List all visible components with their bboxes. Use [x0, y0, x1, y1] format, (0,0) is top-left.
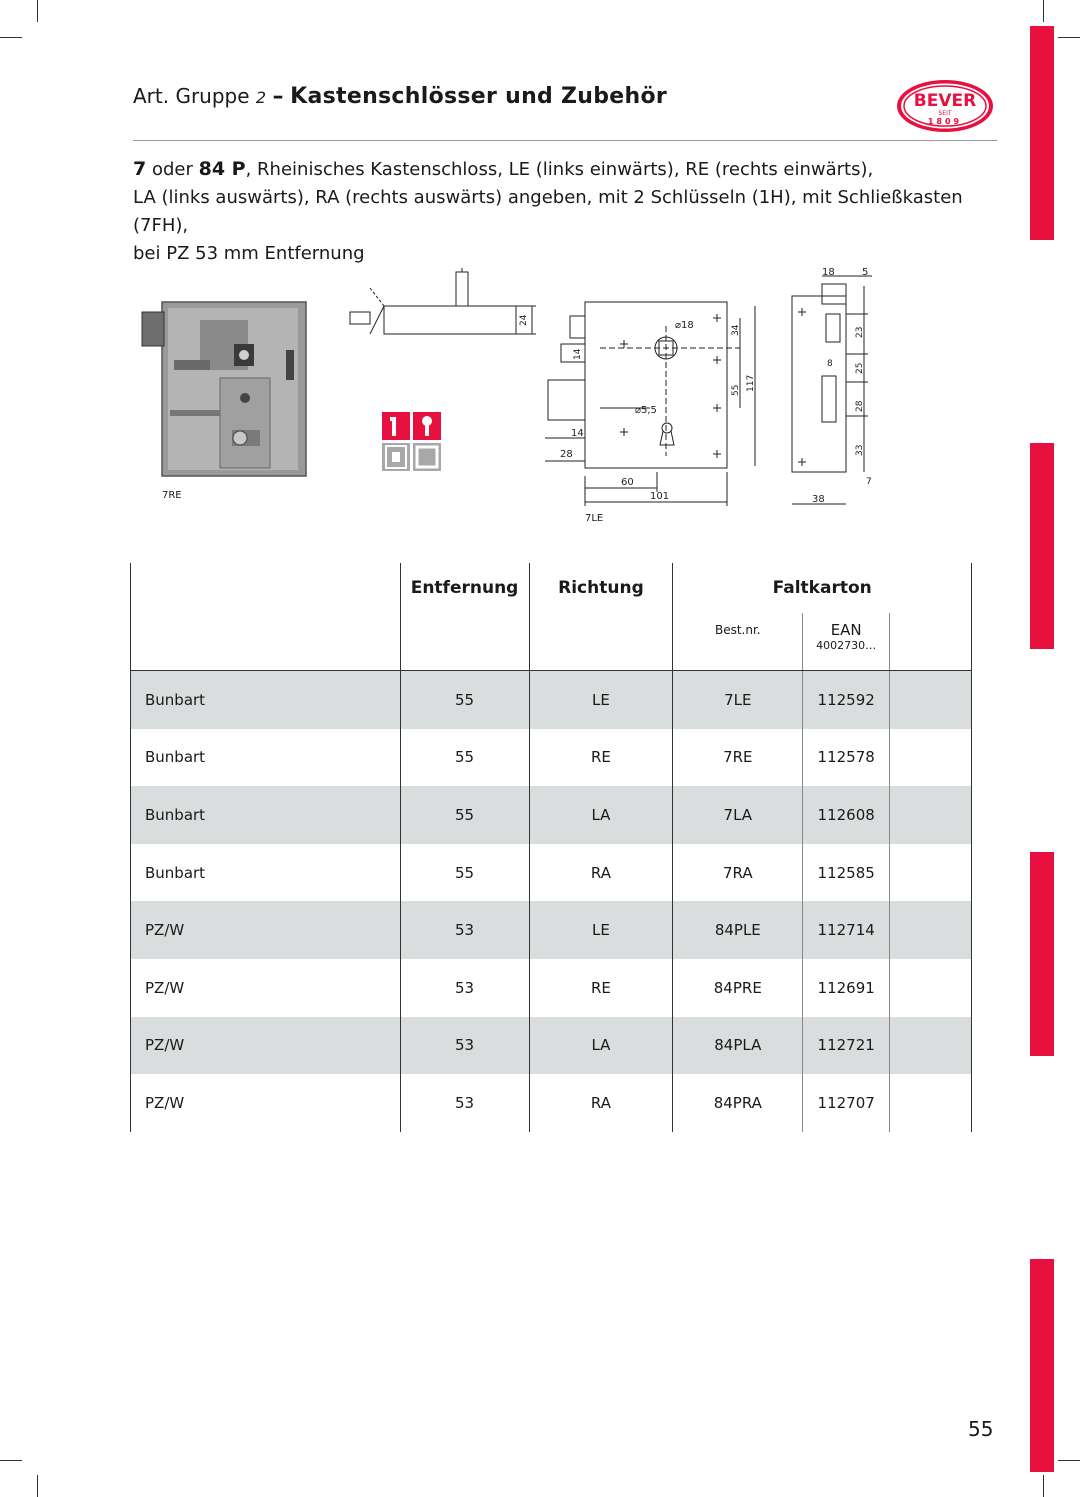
cell-ean: 112714 [803, 901, 890, 959]
table-row [131, 1017, 972, 1075]
table-row [131, 844, 972, 902]
cell-bestnr: 84PRA [673, 1074, 803, 1132]
table-row [131, 1074, 972, 1132]
application-icons [382, 412, 442, 472]
cell-artikel: PZ/W [131, 959, 401, 1017]
dim-117: 117 [746, 374, 756, 392]
cell-entfernung: 55 [400, 671, 529, 729]
cell-empty [890, 786, 972, 844]
description-line-2: LA (links auswärts), RA (rechts auswärts) angeben, mit 2 Schlüsseln (1H), mit Schließkasten (7FH), [133, 187, 963, 236]
cell-ean: 112592 [803, 671, 890, 729]
word-oder: oder [151, 159, 193, 180]
cell-bestnr: 7LA [673, 786, 803, 844]
description-line-1-rest: , Rheinisches Kastenschloss, LE (links einwärts), RE (rechts einwärts), [245, 159, 874, 180]
dim-55: 55 [731, 384, 741, 396]
strike-dim-23: 23 [855, 326, 865, 338]
cell-empty [890, 1074, 972, 1132]
drawing-caption: 7LE [585, 513, 604, 524]
section-header [133, 84, 667, 109]
cell-artikel: Bunbart [131, 671, 401, 729]
cell-richtung: LE [529, 901, 673, 959]
table-header-row [131, 563, 972, 613]
header-richtung: Richtung [529, 563, 673, 613]
cell-bestnr: 84PLE [673, 901, 803, 959]
table-row [131, 671, 972, 729]
strike-dim-25: 25 [855, 362, 865, 374]
product-description [133, 155, 1003, 268]
table-row [131, 959, 972, 1017]
table-row [131, 901, 972, 959]
cell-ean: 112707 [803, 1074, 890, 1132]
photo-caption: 7RE [162, 490, 182, 501]
cell-artikel: Bunbart [131, 786, 401, 844]
header-faltkarton: Faltkarton [673, 563, 972, 613]
dim-34: 34 [731, 324, 741, 336]
cell-empty [890, 959, 972, 1017]
logo-seit: SEIT [938, 110, 952, 117]
cell-entfernung: 55 [400, 729, 529, 787]
logo-brand: BEVER [913, 91, 977, 111]
cell-artikel: PZ/W [131, 1017, 401, 1075]
cell-richtung: LA [529, 1017, 673, 1075]
header-rule [133, 140, 997, 141]
cell-richtung: RE [529, 729, 673, 787]
register-tab [1030, 1259, 1054, 1472]
strike-dim-33: 33 [855, 444, 865, 456]
strike-dim-18: 18 [822, 267, 835, 278]
header-entfernung: Entfernung [400, 563, 529, 613]
dash: – [272, 84, 284, 109]
cell-richtung: LA [529, 786, 673, 844]
cell-entfernung: 55 [400, 786, 529, 844]
cell-richtung: LE [529, 671, 673, 729]
crop-mark-top-left-h [0, 37, 22, 38]
cell-richtung: RA [529, 1074, 673, 1132]
strike-dim-7: 7 [866, 477, 872, 487]
cell-entfernung: 53 [400, 959, 529, 1017]
cell-bestnr: 7RA [673, 844, 803, 902]
cell-ean: 112721 [803, 1017, 890, 1075]
dim-14-top: 14 [573, 348, 583, 360]
front-view-drawing [540, 296, 770, 516]
register-tab [1030, 26, 1054, 240]
cell-bestnr: 7LE [673, 671, 803, 729]
cell-bestnr: 84PRE [673, 959, 803, 1017]
crop-mark-top-right-h [1058, 37, 1080, 38]
cell-empty [890, 901, 972, 959]
dim-60: 60 [621, 477, 634, 488]
crop-mark-bottom-right-v [1043, 1475, 1044, 1497]
bever-logo [895, 78, 995, 135]
register-tab [1030, 443, 1054, 649]
group-prefix: Art. Gruppe [133, 84, 250, 108]
cell-artikel: PZ/W [131, 901, 401, 959]
cell-bestnr: 84PLA [673, 1017, 803, 1075]
icon-glyphs [382, 412, 442, 472]
dim-side-height: 24 [519, 314, 529, 326]
cell-artikel: Bunbart [131, 844, 401, 902]
cell-ean: 112608 [803, 786, 890, 844]
table-row [131, 729, 972, 787]
cell-richtung: RE [529, 959, 673, 1017]
subheader-bestnr: Best.nr. [714, 623, 761, 637]
subheader-ean: EAN [830, 621, 862, 639]
side-view-drawing [340, 268, 545, 340]
cell-entfernung: 53 [400, 1074, 529, 1132]
logo-year: 1809 [927, 117, 963, 126]
dim-101: 101 [650, 491, 670, 502]
strike-plate-drawing [782, 266, 882, 514]
model-7: 7 [133, 158, 147, 180]
dim-keyhole-diameter: ⌀18 [675, 320, 694, 331]
cell-ean: 112585 [803, 844, 890, 902]
dim-28-left: 28 [560, 449, 573, 460]
crop-mark-top-left-v [37, 0, 38, 22]
cell-richtung: RA [529, 844, 673, 902]
cell-empty [890, 844, 972, 902]
crop-mark-top-right-v [1043, 0, 1044, 22]
table-subheader-row [131, 613, 972, 671]
cell-entfernung: 55 [400, 844, 529, 902]
cell-ean: 112578 [803, 729, 890, 787]
dim-14-bottom: 14 [571, 428, 584, 439]
lock-photo [140, 300, 308, 478]
cell-artikel: PZ/W [131, 1074, 401, 1132]
description-line-1 [133, 155, 1003, 184]
strike-dim-5: 5 [862, 267, 869, 278]
register-tab [1030, 852, 1054, 1056]
cell-artikel: Bunbart [131, 729, 401, 787]
page-number: 55 [968, 1417, 994, 1441]
subheader-ean-prefix: 4002730… [816, 639, 877, 652]
cell-bestnr: 7RE [673, 729, 803, 787]
strike-dim-8: 8 [827, 359, 833, 369]
description-line-3: bei PZ 53 mm Entfernung [133, 243, 365, 264]
group-number: 2 [255, 88, 267, 107]
dim-screw-diameter: ⌀5,5 [635, 405, 657, 416]
cell-empty [890, 1017, 972, 1075]
model-84p: 84 P [198, 158, 246, 180]
crop-mark-bottom-right-h [1058, 1460, 1080, 1461]
cell-empty [890, 729, 972, 787]
product-table [130, 563, 972, 1132]
cell-empty [890, 671, 972, 729]
cell-entfernung: 53 [400, 1017, 529, 1075]
strike-dim-28: 28 [855, 400, 865, 412]
cell-entfernung: 53 [400, 901, 529, 959]
table-row [131, 786, 972, 844]
crop-mark-bottom-left-v [37, 1475, 38, 1497]
cell-ean: 112691 [803, 959, 890, 1017]
section-title: Kastenschlösser und Zubehör [290, 84, 668, 109]
strike-dim-38: 38 [812, 494, 825, 505]
crop-mark-bottom-left-h [0, 1460, 22, 1461]
